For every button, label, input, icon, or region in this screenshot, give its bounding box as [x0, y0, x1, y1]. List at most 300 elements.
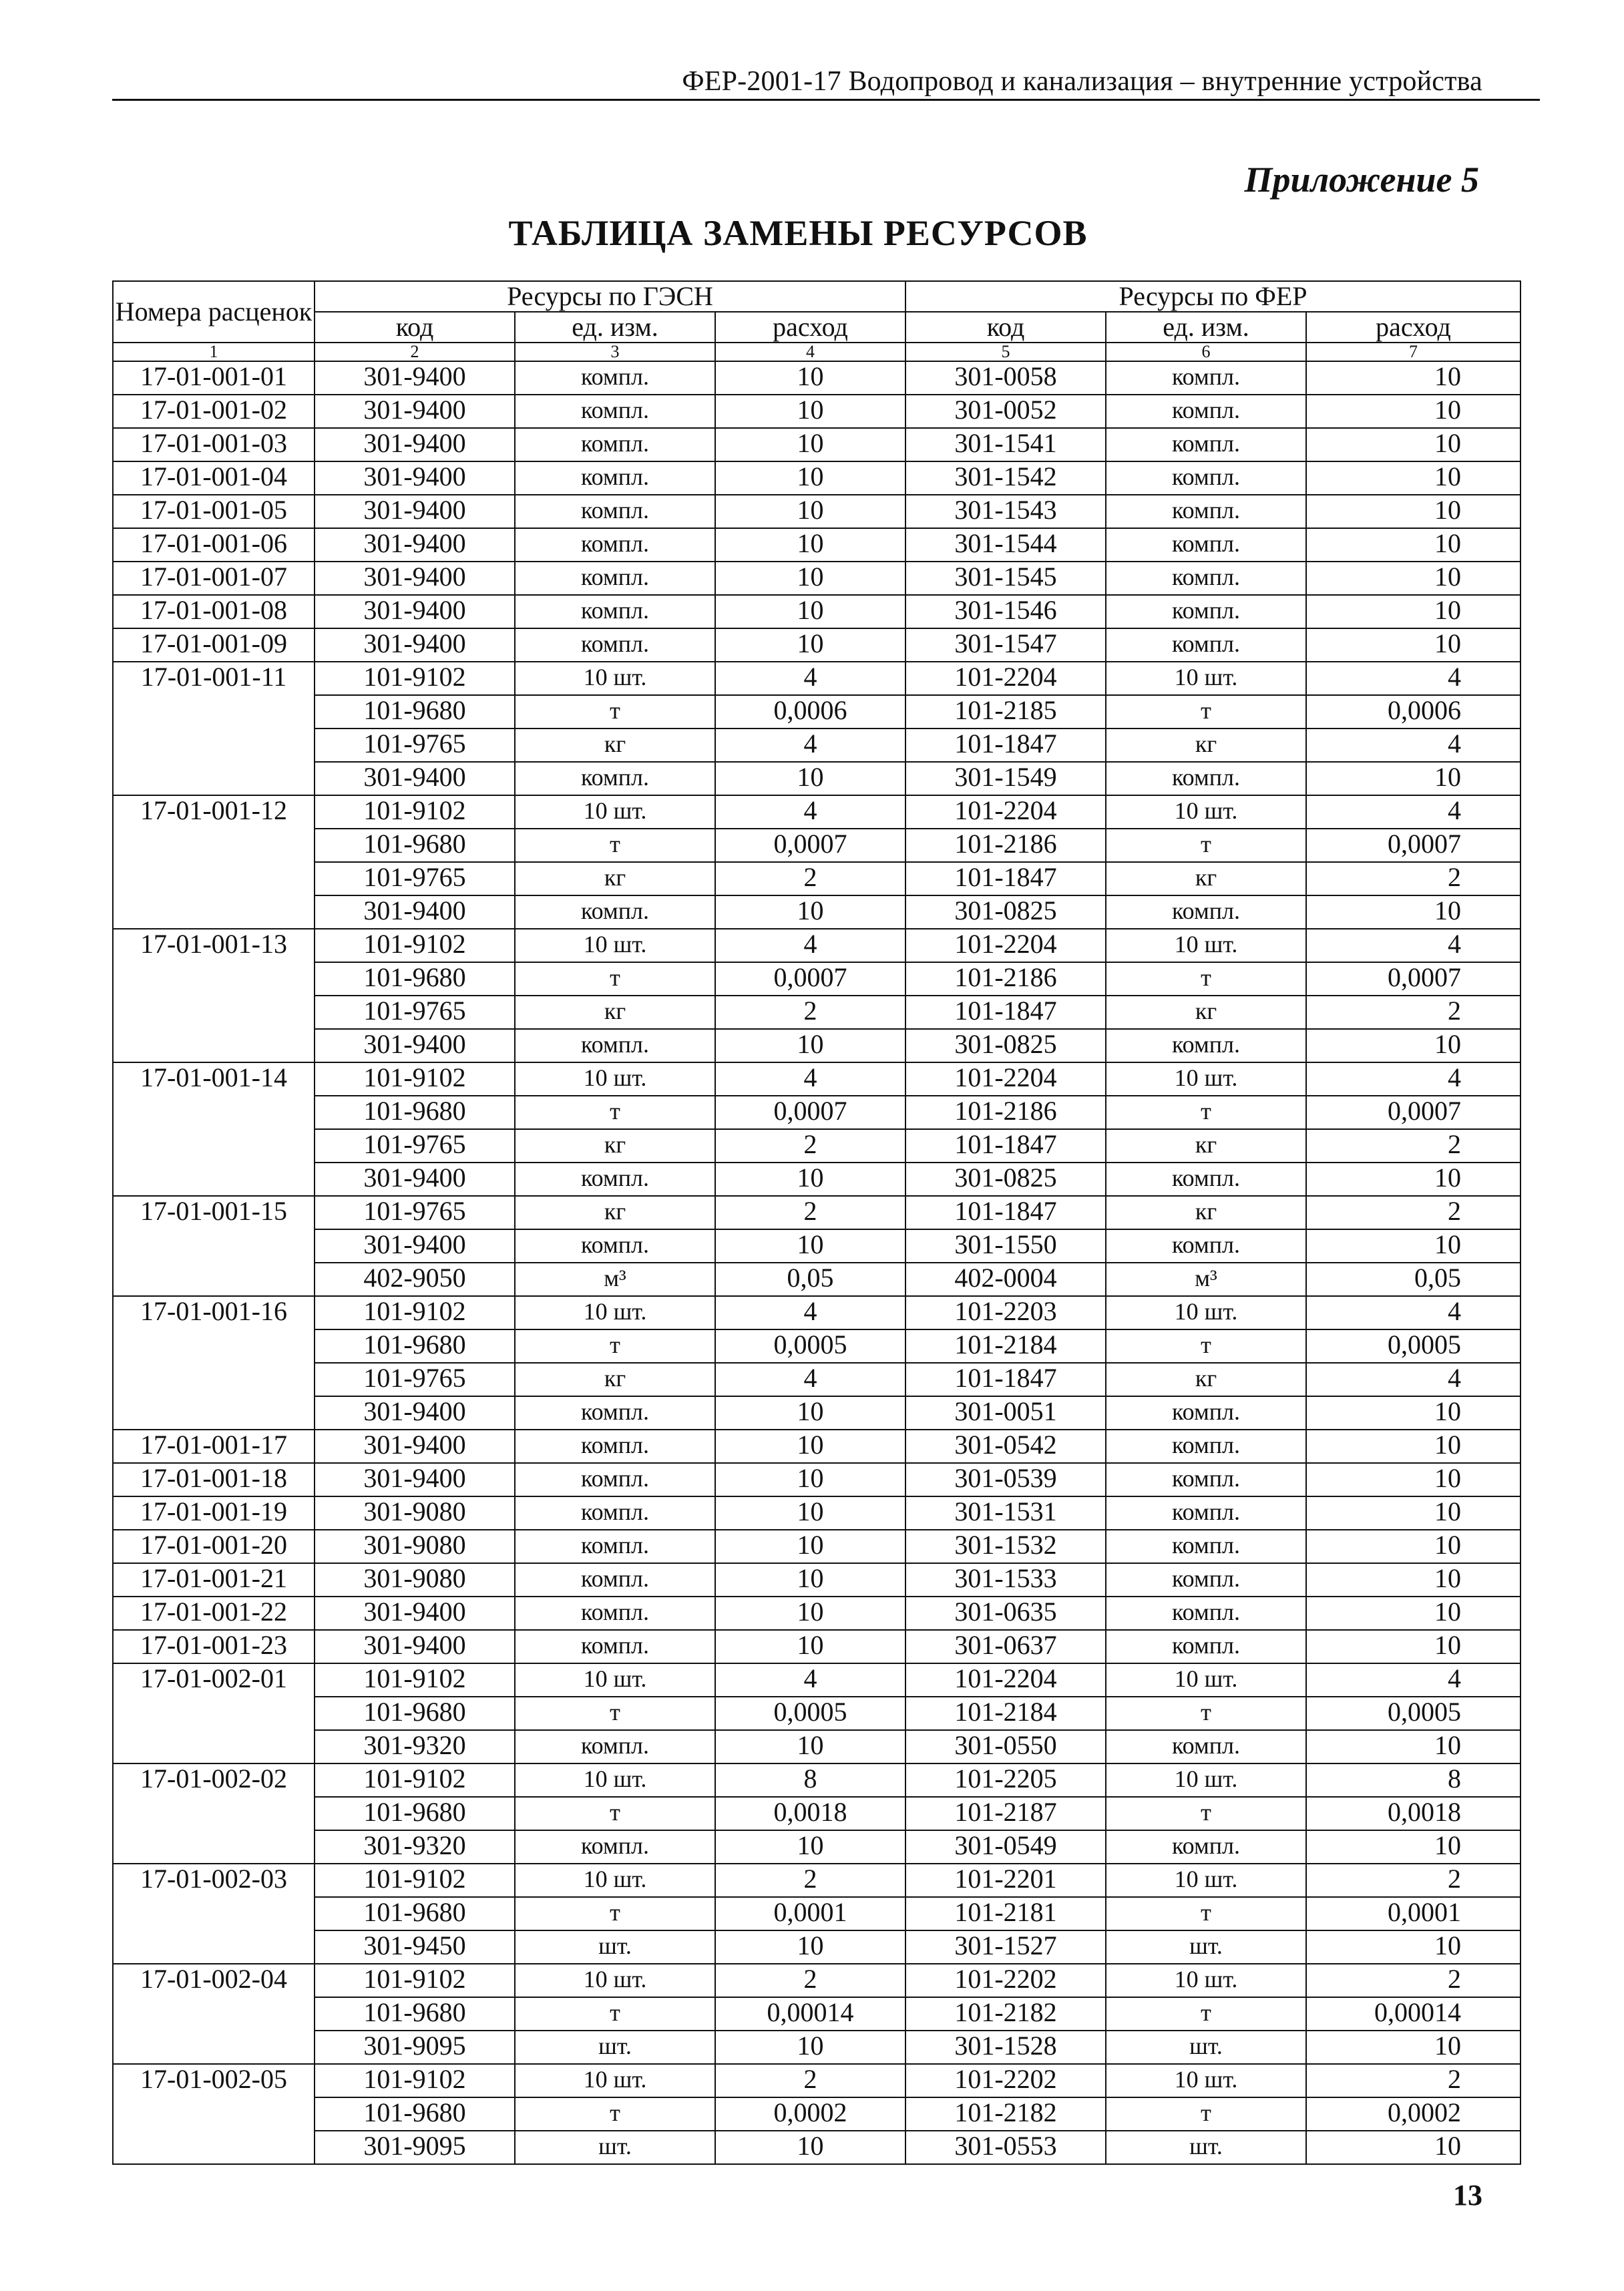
table-row	[113, 1597, 1520, 1630]
fer-code-cell: 101-2204	[905, 929, 1106, 962]
gesn-unit-cell: т	[515, 829, 715, 862]
table-row	[113, 1897, 1520, 1930]
gesn-code-cell: 101-9102	[315, 1663, 515, 1697]
column-number: 4	[715, 343, 905, 361]
running-header: ФЕР-2001-17 Водопровод и канализация – внутренние устройства	[682, 66, 1482, 97]
fer-code-cell: 301-0549	[905, 1830, 1106, 1864]
gesn-unit-cell: т	[515, 1997, 715, 2031]
table-row	[113, 1697, 1520, 1730]
fer-qty-cell: 10	[1306, 1029, 1520, 1062]
fer-qty-cell: 4	[1306, 1296, 1520, 1329]
gesn-code-cell: 301-9400	[315, 1597, 515, 1630]
gesn-qty-cell: 4	[715, 1296, 905, 1329]
fer-unit-cell: т	[1106, 695, 1306, 728]
table-row	[113, 1430, 1520, 1463]
gesn-code-cell: 101-9102	[315, 2064, 515, 2097]
gesn-unit-cell: компл.	[515, 1463, 715, 1496]
rate-number-cell: 17-01-002-03	[113, 1864, 315, 1964]
gesn-qty-cell: 0,0007	[715, 829, 905, 862]
fer-code-cell: 301-1533	[905, 1563, 1106, 1597]
fer-unit-cell: т	[1106, 962, 1306, 996]
fer-unit-cell: компл.	[1106, 1029, 1306, 1062]
table-row	[113, 1864, 1520, 1897]
rate-number-cell: 17-01-001-20	[113, 1530, 315, 1563]
gesn-unit-cell: т	[515, 1096, 715, 1129]
gesn-code-cell: 101-9102	[315, 1296, 515, 1329]
fer-code-cell: 301-1545	[905, 562, 1106, 595]
gesn-unit-cell: компл.	[515, 1563, 715, 1597]
fer-qty-cell: 10	[1306, 1463, 1520, 1496]
rate-number-cell: 17-01-001-07	[113, 562, 315, 595]
table-row	[113, 1763, 1520, 1797]
fer-code-cell: 101-1847	[905, 862, 1106, 895]
rate-number-cell: 17-01-001-04	[113, 461, 315, 495]
fer-qty-cell: 4	[1306, 728, 1520, 762]
gesn-qty-cell: 10	[715, 562, 905, 595]
table-row	[113, 361, 1520, 395]
fer-code-cell: 101-2204	[905, 1062, 1106, 1096]
gesn-unit-cell: компл.	[515, 1630, 715, 1663]
gesn-unit-cell: кг	[515, 1129, 715, 1163]
fer-code-cell: 101-1847	[905, 1129, 1106, 1163]
gesn-unit-cell: т	[515, 1897, 715, 1930]
fer-code-cell: 101-1847	[905, 1363, 1106, 1396]
gesn-qty-cell: 0,00014	[715, 1997, 905, 2031]
gesn-qty-cell: 2	[715, 862, 905, 895]
gesn-unit-cell: компл.	[515, 495, 715, 528]
fer-qty-cell: 0,0001	[1306, 1897, 1520, 1930]
table-row	[113, 1663, 1520, 1697]
gesn-unit-cell: т	[515, 1697, 715, 1730]
fer-qty-cell: 4	[1306, 795, 1520, 829]
gesn-qty-cell: 10	[715, 1029, 905, 1062]
gesn-qty-cell: 10	[715, 1163, 905, 1196]
gesn-qty-cell: 10	[715, 1530, 905, 1563]
gesn-qty-cell: 10	[715, 595, 905, 628]
table-row	[113, 1029, 1520, 1062]
rate-number-cell: 17-01-001-18	[113, 1463, 315, 1496]
fer-code-cell: 301-1544	[905, 528, 1106, 562]
fer-code-cell: 301-1541	[905, 428, 1106, 461]
appendix-label: Приложение 5	[1244, 160, 1479, 200]
gesn-unit-cell: шт.	[515, 2031, 715, 2064]
rate-number-cell: 17-01-001-11	[113, 662, 315, 795]
fer-unit-cell: компл.	[1106, 562, 1306, 595]
fer-unit-cell: т	[1106, 1997, 1306, 2031]
fer-unit-cell: компл.	[1106, 1630, 1306, 1663]
gesn-code-cell: 101-9765	[315, 728, 515, 762]
gesn-qty-cell: 4	[715, 795, 905, 829]
gesn-unit-cell: компл.	[515, 1430, 715, 1463]
gesn-unit-cell: 10 шт.	[515, 1296, 715, 1329]
fer-code-cell: 301-0550	[905, 1730, 1106, 1763]
gesn-unit-cell: компл.	[515, 762, 715, 795]
fer-unit-cell: шт.	[1106, 2031, 1306, 2064]
table-row	[113, 1096, 1520, 1129]
fer-qty-cell: 10	[1306, 1496, 1520, 1530]
gesn-unit-cell: компл.	[515, 461, 715, 495]
rate-number-cell: 17-01-001-06	[113, 528, 315, 562]
fer-unit-cell: 10 шт.	[1106, 662, 1306, 695]
fer-qty-cell: 0,0018	[1306, 1797, 1520, 1830]
gesn-unit-cell: компл.	[515, 1730, 715, 1763]
fer-qty-cell: 10	[1306, 1396, 1520, 1430]
gesn-qty-cell: 10	[715, 1563, 905, 1597]
gesn-code-cell: 301-9400	[315, 1029, 515, 1062]
fer-code-cell: 301-0539	[905, 1463, 1106, 1496]
fer-unit-cell: т	[1106, 1697, 1306, 1730]
fer-qty-cell: 0,0007	[1306, 1096, 1520, 1129]
rate-number-cell: 17-01-001-02	[113, 395, 315, 428]
fer-code-cell: 101-2204	[905, 1663, 1106, 1697]
fer-code-cell: 301-1531	[905, 1496, 1106, 1530]
fer-unit-cell: компл.	[1106, 595, 1306, 628]
gesn-qty-cell: 10	[715, 1463, 905, 1496]
page-title: ТАБЛИЦА ЗАМЕНЫ РЕСУРСОВ	[508, 213, 1088, 253]
fer-qty-cell: 10	[1306, 1430, 1520, 1463]
gesn-code-cell: 101-9680	[315, 2097, 515, 2131]
fer-qty-cell: 10	[1306, 395, 1520, 428]
fer-unit-cell: 10 шт.	[1106, 1763, 1306, 1797]
gesn-qty-cell: 0,0006	[715, 695, 905, 728]
fer-code-cell: 101-2186	[905, 829, 1106, 862]
table-row	[113, 1930, 1520, 1964]
header-gesn-unit: ед. изм.	[515, 312, 715, 343]
gesn-qty-cell: 0,0018	[715, 1797, 905, 1830]
gesn-code-cell: 301-9400	[315, 495, 515, 528]
fer-code-cell: 101-2203	[905, 1296, 1106, 1329]
fer-unit-cell: т	[1106, 1897, 1306, 1930]
fer-qty-cell: 4	[1306, 1663, 1520, 1697]
gesn-code-cell: 301-9400	[315, 528, 515, 562]
gesn-qty-cell: 10	[715, 1496, 905, 1530]
resource-replacement-table	[112, 280, 1521, 2165]
fer-code-cell: 101-2184	[905, 1329, 1106, 1363]
table-row	[113, 1496, 1520, 1530]
gesn-code-cell: 101-9680	[315, 962, 515, 996]
table-row	[113, 1363, 1520, 1396]
column-number: 3	[515, 343, 715, 361]
gesn-qty-cell: 0,0007	[715, 1096, 905, 1129]
table-row	[113, 862, 1520, 895]
header-fer-unit: ед. изм.	[1106, 312, 1306, 343]
fer-code-cell: 101-1847	[905, 1196, 1106, 1229]
gesn-code-cell: 301-9320	[315, 1730, 515, 1763]
fer-qty-cell: 0,00014	[1306, 1997, 1520, 2031]
table-row	[113, 962, 1520, 996]
fer-unit-cell: т	[1106, 1096, 1306, 1129]
gesn-unit-cell: кг	[515, 728, 715, 762]
fer-qty-cell: 10	[1306, 461, 1520, 495]
gesn-qty-cell: 10	[715, 1730, 905, 1763]
table-row	[113, 1329, 1520, 1363]
fer-qty-cell: 10	[1306, 1229, 1520, 1263]
fer-code-cell: 301-1547	[905, 628, 1106, 662]
fer-code-cell: 301-0052	[905, 395, 1106, 428]
fer-unit-cell: компл.	[1106, 1430, 1306, 1463]
fer-unit-cell: 10 шт.	[1106, 2064, 1306, 2097]
fer-unit-cell: компл.	[1106, 628, 1306, 662]
header-rule	[112, 99, 1540, 101]
rate-number-cell: 17-01-001-03	[113, 428, 315, 461]
fer-code-cell: 301-1528	[905, 2031, 1106, 2064]
gesn-code-cell: 301-9400	[315, 1463, 515, 1496]
gesn-code-cell: 101-9680	[315, 1697, 515, 1730]
table-row	[113, 1630, 1520, 1663]
fer-unit-cell: 10 шт.	[1106, 795, 1306, 829]
fer-code-cell: 301-1549	[905, 762, 1106, 795]
table-row	[113, 1163, 1520, 1196]
table-row	[113, 829, 1520, 862]
gesn-unit-cell: 10 шт.	[515, 1663, 715, 1697]
fer-code-cell: 301-1542	[905, 461, 1106, 495]
gesn-code-cell: 301-9095	[315, 2131, 515, 2164]
table-row	[113, 528, 1520, 562]
rate-number-cell: 17-01-002-01	[113, 1663, 315, 1763]
fer-qty-cell: 2	[1306, 1864, 1520, 1897]
gesn-unit-cell: компл.	[515, 1830, 715, 1864]
gesn-unit-cell: кг	[515, 862, 715, 895]
fer-code-cell: 101-2182	[905, 2097, 1106, 2131]
gesn-unit-cell: т	[515, 2097, 715, 2131]
fer-qty-cell: 10	[1306, 1930, 1520, 1964]
table-row	[113, 728, 1520, 762]
table-row	[113, 1797, 1520, 1830]
header-gesn-qty: расход	[715, 312, 905, 343]
table-row	[113, 762, 1520, 795]
header-fer-resources: Ресурсы по ФЕР	[905, 281, 1520, 312]
fer-qty-cell: 4	[1306, 1062, 1520, 1096]
gesn-qty-cell: 10	[715, 1830, 905, 1864]
gesn-qty-cell: 2	[715, 2064, 905, 2097]
fer-qty-cell: 4	[1306, 929, 1520, 962]
table-body	[113, 361, 1520, 2164]
fer-unit-cell: кг	[1106, 1363, 1306, 1396]
fer-code-cell: 101-2204	[905, 795, 1106, 829]
gesn-code-cell: 301-9400	[315, 628, 515, 662]
gesn-qty-cell: 10	[715, 1229, 905, 1263]
gesn-unit-cell: компл.	[515, 1597, 715, 1630]
gesn-unit-cell: т	[515, 695, 715, 728]
fer-qty-cell: 0,0002	[1306, 2097, 1520, 2131]
table-row	[113, 428, 1520, 461]
fer-unit-cell: компл.	[1106, 1396, 1306, 1430]
fer-unit-cell: компл.	[1106, 1563, 1306, 1597]
column-number: 1	[113, 343, 315, 361]
table-row	[113, 1296, 1520, 1329]
gesn-code-cell: 301-9400	[315, 461, 515, 495]
table-row	[113, 1062, 1520, 1096]
fer-unit-cell: 10 шт.	[1106, 1296, 1306, 1329]
fer-code-cell: 101-2181	[905, 1897, 1106, 1930]
fer-qty-cell: 2	[1306, 996, 1520, 1029]
fer-qty-cell: 10	[1306, 1163, 1520, 1196]
gesn-code-cell: 101-9765	[315, 1129, 515, 1163]
gesn-unit-cell: т	[515, 1797, 715, 1830]
fer-qty-cell: 10	[1306, 628, 1520, 662]
gesn-unit-cell: компл.	[515, 1396, 715, 1430]
table-row	[113, 2131, 1520, 2164]
gesn-unit-cell: 10 шт.	[515, 1062, 715, 1096]
table-row	[113, 1129, 1520, 1163]
gesn-unit-cell: 10 шт.	[515, 2064, 715, 2097]
gesn-qty-cell: 10	[715, 1930, 905, 1964]
gesn-code-cell: 101-9765	[315, 1363, 515, 1396]
table-row	[113, 2031, 1520, 2064]
gesn-code-cell: 402-9050	[315, 1263, 515, 1296]
gesn-unit-cell: шт.	[515, 1930, 715, 1964]
gesn-code-cell: 301-9400	[315, 762, 515, 795]
gesn-unit-cell: т	[515, 1329, 715, 1363]
fer-code-cell: 301-0637	[905, 1630, 1106, 1663]
table-row	[113, 395, 1520, 428]
gesn-qty-cell: 2	[715, 996, 905, 1029]
gesn-code-cell: 301-9400	[315, 1630, 515, 1663]
table-row	[113, 1830, 1520, 1864]
gesn-qty-cell: 10	[715, 361, 905, 395]
fer-qty-cell: 10	[1306, 1530, 1520, 1563]
gesn-code-cell: 301-9080	[315, 1530, 515, 1563]
fer-code-cell: 301-0825	[905, 1029, 1106, 1062]
gesn-qty-cell: 0,0005	[715, 1697, 905, 1730]
gesn-qty-cell: 10	[715, 895, 905, 929]
fer-qty-cell: 0,0005	[1306, 1329, 1520, 1363]
fer-unit-cell: компл.	[1106, 1830, 1306, 1864]
gesn-qty-cell: 10	[715, 762, 905, 795]
rate-number-cell: 17-01-002-02	[113, 1763, 315, 1864]
gesn-qty-cell: 10	[715, 1630, 905, 1663]
gesn-qty-cell: 10	[715, 461, 905, 495]
fer-unit-cell: 10 шт.	[1106, 1964, 1306, 1997]
gesn-code-cell: 101-9102	[315, 1964, 515, 1997]
fer-unit-cell: кг	[1106, 996, 1306, 1029]
fer-qty-cell: 2	[1306, 1129, 1520, 1163]
gesn-code-cell: 301-9400	[315, 1229, 515, 1263]
gesn-code-cell: 301-9400	[315, 395, 515, 428]
gesn-code-cell: 301-9080	[315, 1563, 515, 1597]
fer-code-cell: 101-2185	[905, 695, 1106, 728]
gesn-code-cell: 101-9680	[315, 695, 515, 728]
rate-number-cell: 17-01-001-14	[113, 1062, 315, 1196]
gesn-unit-cell: компл.	[515, 1530, 715, 1563]
table-row	[113, 795, 1520, 829]
gesn-qty-cell: 4	[715, 1062, 905, 1096]
table-row	[113, 2097, 1520, 2131]
header-gesn-code: код	[315, 312, 515, 343]
fer-qty-cell: 2	[1306, 2064, 1520, 2097]
column-number: 7	[1306, 343, 1520, 361]
fer-code-cell: 101-2205	[905, 1763, 1106, 1797]
gesn-code-cell: 101-9102	[315, 1062, 515, 1096]
gesn-code-cell: 301-9400	[315, 361, 515, 395]
fer-code-cell: 101-2186	[905, 1096, 1106, 1129]
fer-code-cell: 301-0825	[905, 1163, 1106, 1196]
fer-unit-cell: компл.	[1106, 528, 1306, 562]
gesn-code-cell: 301-9080	[315, 1496, 515, 1530]
gesn-code-cell: 301-9400	[315, 595, 515, 628]
gesn-qty-cell: 0,0007	[715, 962, 905, 996]
gesn-qty-cell: 10	[715, 495, 905, 528]
table-row	[113, 996, 1520, 1029]
fer-code-cell: 301-1527	[905, 1930, 1106, 1964]
fer-unit-cell: т	[1106, 2097, 1306, 2131]
gesn-qty-cell: 2	[715, 1964, 905, 1997]
fer-qty-cell: 0,0007	[1306, 829, 1520, 862]
gesn-qty-cell: 2	[715, 1864, 905, 1897]
fer-qty-cell: 10	[1306, 1830, 1520, 1864]
fer-qty-cell: 10	[1306, 428, 1520, 461]
fer-unit-cell: компл.	[1106, 495, 1306, 528]
fer-qty-cell: 2	[1306, 1196, 1520, 1229]
fer-code-cell: 301-1532	[905, 1530, 1106, 1563]
gesn-unit-cell: компл.	[515, 895, 715, 929]
fer-qty-cell: 10	[1306, 595, 1520, 628]
column-number: 6	[1106, 343, 1306, 361]
rate-number-cell: 17-01-001-13	[113, 929, 315, 1062]
gesn-unit-cell: 10 шт.	[515, 1864, 715, 1897]
fer-unit-cell: 10 шт.	[1106, 1864, 1306, 1897]
fer-qty-cell: 0,0005	[1306, 1697, 1520, 1730]
gesn-qty-cell: 10	[715, 1597, 905, 1630]
fer-code-cell: 101-1847	[905, 728, 1106, 762]
gesn-qty-cell: 10	[715, 1396, 905, 1430]
page-number: 13	[1453, 2179, 1482, 2212]
table-row	[113, 1396, 1520, 1430]
gesn-unit-cell: компл.	[515, 562, 715, 595]
gesn-qty-cell: 0,05	[715, 1263, 905, 1296]
fer-code-cell: 301-0542	[905, 1430, 1106, 1463]
gesn-qty-cell: 2	[715, 1196, 905, 1229]
header-fer-code: код	[905, 312, 1106, 343]
gesn-unit-cell: кг	[515, 996, 715, 1029]
table-row	[113, 562, 1520, 595]
table-row	[113, 2064, 1520, 2097]
gesn-code-cell: 301-9320	[315, 1830, 515, 1864]
fer-unit-cell: компл.	[1106, 1463, 1306, 1496]
fer-unit-cell: кг	[1106, 728, 1306, 762]
rate-number-cell: 17-01-002-05	[113, 2064, 315, 2164]
column-number: 2	[315, 343, 515, 361]
rate-number-cell: 17-01-001-22	[113, 1597, 315, 1630]
gesn-qty-cell: 10	[715, 1430, 905, 1463]
fer-qty-cell: 10	[1306, 528, 1520, 562]
column-number: 5	[905, 343, 1106, 361]
gesn-qty-cell: 4	[715, 728, 905, 762]
gesn-qty-cell: 10	[715, 428, 905, 461]
fer-code-cell: 301-1546	[905, 595, 1106, 628]
gesn-unit-cell: т	[515, 962, 715, 996]
fer-code-cell: 402-0004	[905, 1263, 1106, 1296]
rate-number-cell: 17-01-001-12	[113, 795, 315, 929]
gesn-code-cell: 101-9102	[315, 1864, 515, 1897]
gesn-qty-cell: 0,0001	[715, 1897, 905, 1930]
fer-qty-cell: 4	[1306, 662, 1520, 695]
gesn-qty-cell: 10	[715, 2131, 905, 2164]
table-row	[113, 1263, 1520, 1296]
fer-code-cell: 101-2201	[905, 1864, 1106, 1897]
fer-unit-cell: кг	[1106, 1129, 1306, 1163]
table-row	[113, 1463, 1520, 1496]
rate-number-cell: 17-01-001-09	[113, 628, 315, 662]
table-row	[113, 1964, 1520, 1997]
gesn-code-cell: 301-9400	[315, 562, 515, 595]
fer-unit-cell: компл.	[1106, 361, 1306, 395]
fer-code-cell: 101-2202	[905, 1964, 1106, 1997]
gesn-code-cell: 301-9450	[315, 1930, 515, 1964]
rate-number-cell: 17-01-001-19	[113, 1496, 315, 1530]
gesn-code-cell: 101-9765	[315, 862, 515, 895]
fer-unit-cell: компл.	[1106, 395, 1306, 428]
